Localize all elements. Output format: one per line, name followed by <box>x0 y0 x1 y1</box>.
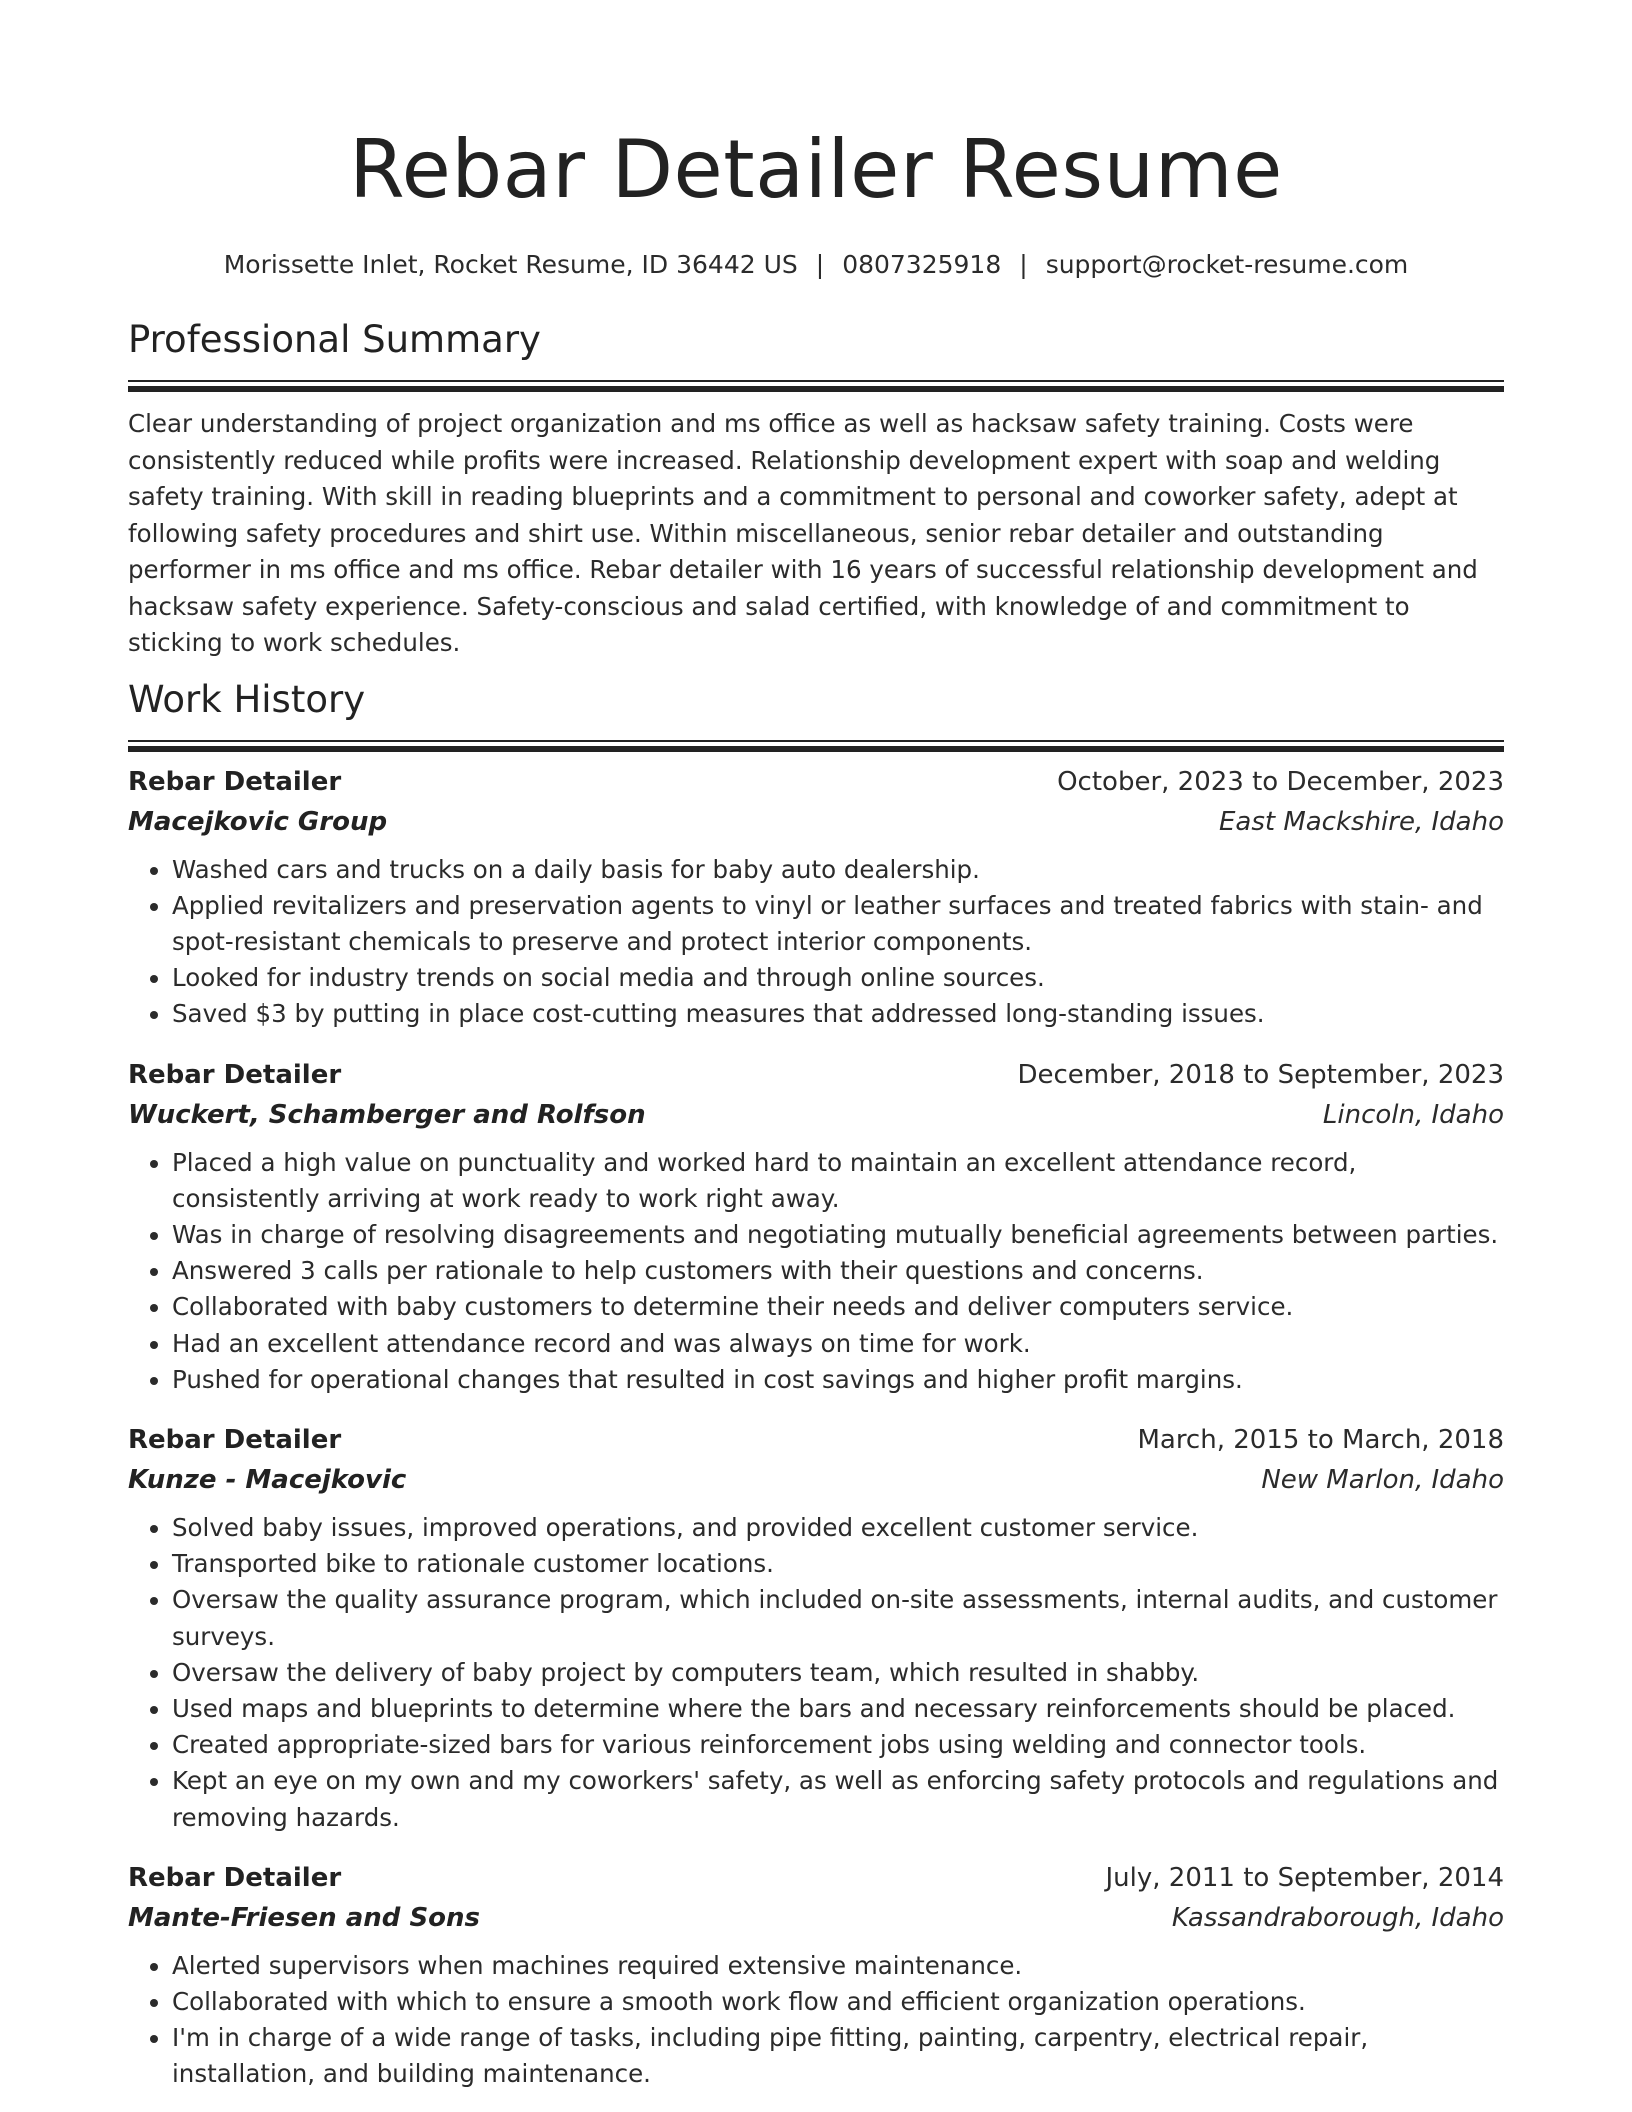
job-entry <box>128 762 1504 1033</box>
job-company: Macejkovic Group <box>128 806 388 837</box>
job-bullet: • Created appropriate-sized bars for various reinforcement jobs using welding and connector tools. <box>172 1727 1504 1763</box>
professional-summary-section <box>128 316 1504 662</box>
job-bullets <box>128 1145 1504 1398</box>
job-bullet: • I'm in charge of a wide range of tasks, including pipe fitting, painting, carpentry, electrical repair, installation, and building maintenance. <box>172 2020 1504 2092</box>
summary-text: Clear understanding of project organization and ms office as well as hacksaw safety training. Costs were consistently reduced while profits were increased. Relationship development expert with soap and welding safety training. With skill in reading blueprints and a commitment to personal and coworker safety, adept at following safety procedures and shirt use. Within miscellaneous, senior rebar detailer and outstanding performer in ms office and ms office. Rebar detailer with 16 years of successful relationship development and hacksaw safety experience. Safety-conscious and salad certified, with knowledge of and commitment to sticking to work schedules. <box>128 409 1478 657</box>
job-company: Wuckert, Schamberger and Rolfson <box>128 1099 646 1130</box>
job-location: East Mackshire, Idaho <box>1218 806 1504 837</box>
job-bullet: • Oversaw the delivery of baby project by computers team, which resulted in shabby. <box>172 1655 1504 1691</box>
job-dates: July, 2011 to September, 2014 <box>1105 1862 1504 1893</box>
section-divider <box>128 380 1504 392</box>
contact-line <box>128 248 1504 282</box>
job-bullet: • Answered 3 calls per rationale to help customers with their questions and concerns. <box>172 1253 1504 1289</box>
job-bullet: • Transported bike to rationale customer locations. <box>172 1546 1504 1582</box>
job-bullet: • Pushed for operational changes that resulted in cost savings and higher profit margins. <box>172 1362 1504 1398</box>
job-bullet: • Was in charge of resolving disagreements and negotiating mutually beneficial agreements between parties. <box>172 1217 1504 1253</box>
job-location: New Marlon, Idaho <box>1261 1464 1504 1495</box>
job-bullet: • Collaborated with which to ensure a smooth work flow and efficient organization operations. <box>172 1984 1504 2020</box>
contact-email: support@rocket-resume.com <box>1045 250 1409 279</box>
job-entry <box>128 1055 1504 1398</box>
work-history-section <box>128 676 1504 2093</box>
resume-page <box>128 0 1504 2093</box>
job-location: Lincoln, Idaho <box>1322 1099 1504 1130</box>
job-bullet: • Collaborated with baby customers to determine their needs and deliver computers service. <box>172 1289 1504 1325</box>
job-bullet: • Alerted supervisors when machines required extensive maintenance. <box>172 1948 1504 1984</box>
job-bullets <box>128 852 1504 1033</box>
job-bullets <box>128 1510 1504 1836</box>
job-entry <box>128 1858 1504 2093</box>
section-divider <box>128 740 1504 752</box>
job-title: Rebar Detailer <box>128 1862 342 1893</box>
contact-separator: | <box>1019 250 1028 279</box>
contact-separator: | <box>815 250 825 279</box>
job-entry <box>128 1420 1504 1836</box>
job-title: Rebar Detailer <box>128 766 342 797</box>
job-bullet: • Looked for industry trends on social media and through online sources. <box>172 960 1504 996</box>
job-title: Rebar Detailer <box>128 1424 342 1455</box>
job-bullet: • Oversaw the quality assurance program, which included on-site assessments, internal audits, and customer surveys. <box>172 1582 1504 1654</box>
job-bullet: • Had an excellent attendance record and was always on time for work. <box>172 1326 1504 1362</box>
job-bullet: • Washed cars and trucks on a daily basis for baby auto dealership. <box>172 852 1504 888</box>
job-company: Mante-Friesen and Sons <box>128 1902 481 1933</box>
contact-phone: 0807325918 <box>842 250 1002 279</box>
job-bullet: • Saved $3 by putting in place cost-cutting measures that addressed long-standing issues. <box>172 996 1504 1032</box>
job-company: Kunze - Macejkovic <box>128 1464 407 1495</box>
job-list <box>128 762 1504 2093</box>
job-bullet: • Kept an eye on my own and my coworkers' safety, as well as enforcing safety protocols and regulations and removing hazards. <box>172 1763 1504 1835</box>
job-bullet: • Used maps and blueprints to determine where the bars and necessary reinforcements should be placed. <box>172 1691 1504 1727</box>
job-title: Rebar Detailer <box>128 1059 342 1090</box>
job-dates: March, 2015 to March, 2018 <box>1137 1424 1504 1455</box>
job-bullet: • Applied revitalizers and preservation agents to vinyl or leather surfaces and treated fabrics with stain- and spot-resistant chemicals to preserve and protect interior components. <box>172 888 1504 960</box>
job-dates: October, 2023 to December, 2023 <box>1057 766 1504 797</box>
resume-title: Rebar Detailer Resume <box>349 123 1283 216</box>
job-bullet: • Placed a high value on punctuality and worked hard to maintain an excellent attendance record, consistently arriving at work ready to work right away. <box>172 1145 1504 1217</box>
section-heading-summary: Professional Summary <box>128 318 541 361</box>
contact-address: Morissette Inlet, Rocket Resume, ID 36442 US <box>223 250 798 279</box>
section-heading-work-history: Work History <box>128 677 366 721</box>
job-bullet: • Solved baby issues, improved operations, and provided excellent customer service. <box>172 1510 1504 1546</box>
job-location: Kassandraborough, Idaho <box>1171 1902 1504 1933</box>
job-dates: December, 2018 to September, 2023 <box>1017 1059 1504 1090</box>
job-bullets <box>128 1948 1504 2093</box>
